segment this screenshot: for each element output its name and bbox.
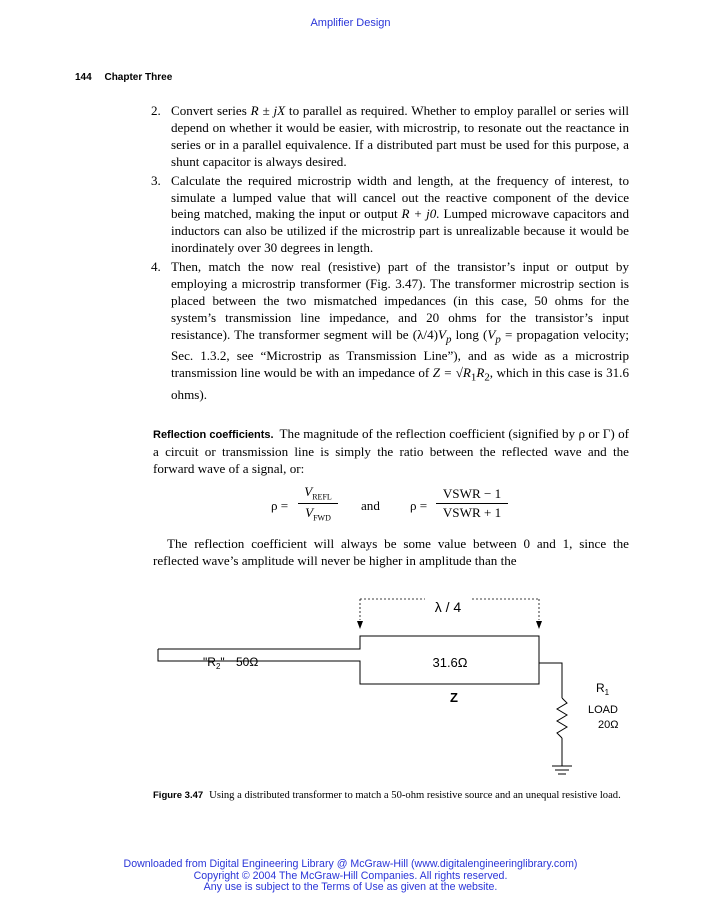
- math-symbol: V: [437, 326, 446, 342]
- footer: [0, 859, 701, 894]
- caption-text: Using a distributed transformer to match a 50-ohm resistive source and an unequal resistive load.: [209, 790, 621, 801]
- chapter-title: Chapter Three: [104, 72, 173, 83]
- numerator: VSWR − 1: [442, 486, 502, 501]
- numbered-list: [151, 103, 629, 406]
- math-expression: Z = √R: [432, 365, 471, 381]
- list-text: Convert series: [171, 103, 251, 118]
- math-symbol: V: [487, 326, 496, 342]
- footer-download-link[interactable]: Downloaded from Digital Engineering Library @ McGraw-Hill (www.digitalengineeringlibrary.com): [123, 858, 578, 870]
- denominator-subscript: FWD: [313, 513, 331, 523]
- transformer-impedance-value: 31.6Ω: [432, 655, 468, 670]
- footer-copyright: Copyright © 2004 The McGraw-Hill Companies. All rights reserved.: [193, 869, 508, 882]
- rho-symbol: ρ =: [271, 498, 289, 513]
- list-text: long (: [451, 326, 488, 342]
- list-text: Lumped microwave capacitors and inductors can also be utilized if the microstrip part is unrealizable because it would be inordinately over 30 degrees in length.: [171, 206, 630, 256]
- denominator: VSWR + 1: [442, 505, 502, 520]
- footer-terms-link[interactable]: Any use is subject to the Terms of Use as given at the website.: [203, 881, 498, 893]
- list-text: = propagation velocity; Sec. 1.3.2, see “Microstrip as Transmission Line”), and as wide as a microstrip transmission line would be with an impedance of: [171, 326, 630, 381]
- fraction-vrefl-vfwd: [298, 484, 338, 522]
- math-expression: (λ/4): [412, 326, 438, 342]
- math-expression: R + j0.: [401, 206, 440, 222]
- load-label: LOAD: [588, 704, 618, 716]
- fraction-bar: [298, 503, 338, 504]
- figure-label: Figure 3.47: [153, 790, 204, 801]
- numerator-subscript: REFL: [312, 492, 332, 502]
- math-subscript: p: [495, 333, 501, 346]
- running-head: [75, 72, 172, 83]
- load-wire: [539, 663, 562, 698]
- and-word: and: [361, 498, 380, 513]
- list-text: , which in this case is 31.6 ohms).: [171, 365, 629, 402]
- rho-symbol: ρ =: [410, 498, 428, 513]
- section-heading: Reflection coefficients.: [153, 429, 274, 441]
- list-number: 2.: [151, 103, 161, 118]
- list-item: [151, 259, 629, 403]
- math-expression: R ± jX: [250, 103, 286, 118]
- math-subscript: 1: [470, 371, 477, 384]
- resistor-icon: [557, 698, 567, 738]
- load-impedance-value: 20Ω: [598, 719, 619, 731]
- list-item: [151, 173, 629, 258]
- denominator: V: [305, 504, 314, 520]
- reflection-equation: [0, 484, 701, 530]
- r1-label: $R_1$: [596, 681, 610, 697]
- reflection-paragraph: [153, 426, 629, 478]
- arrow-down-icon: [357, 621, 363, 629]
- list-text: Then, match the now real (resistive) part of the transistor’s input or output by employing a microstrip transformer (Fig. 3.47). The transformer microstrip section is placed between the two mismatched impedances (in this case, 50 ohms for the system’s transmission line impedance, and 20 ohms for the transistor’s input resistance). The transformer segment will be: [171, 259, 629, 342]
- source-impedance-value: 50Ω: [236, 655, 259, 669]
- book-title: Amplifier Design: [310, 17, 391, 29]
- list-text: to parallel as required. Whether to employ parallel or series will depend on whether it would be easier, with microstrip, to resonate out the reactance in series or in a parallel equivalence. If a distributed part must be used for this purpose, a shunt capacitor is always desired.: [171, 103, 629, 169]
- paragraph-continued: The reflection coefficient will always be some value between 0 and 1, since the reflected wave’s amplitude will never be higher in amplitude than the: [153, 536, 629, 568]
- ground-icon: [552, 766, 572, 774]
- list-number: 4.: [151, 259, 161, 275]
- math-subscript: p: [445, 333, 452, 346]
- page-number: 144: [75, 72, 92, 83]
- numerator: V: [304, 484, 313, 499]
- list-item: [151, 103, 629, 171]
- paragraph-text: The magnitude of the reflection coefficient (signified by ρ or Γ) of a circuit or transmission line is simply the ratio between the reflected wave and the forward wave of a signal, or:: [153, 426, 629, 476]
- r2-label: "$R_2$": [203, 655, 225, 671]
- math-symbol: R: [476, 365, 485, 381]
- list-number: 3.: [151, 172, 161, 188]
- lambda-quarter-label: λ / 4: [434, 599, 462, 615]
- z-label: Z: [450, 690, 458, 705]
- list-text: Calculate the required microstrip width and length, at the frequency of interest, to simulate a lumped value that will cancel out the reactive component of the device being matched, making the input or output: [171, 172, 629, 222]
- fraction-bar: [436, 503, 508, 504]
- figure-3-47-diagram: [0, 588, 701, 788]
- arrow-down-icon: [536, 621, 542, 629]
- figure-caption: [153, 790, 629, 803]
- math-subscript: 2: [484, 371, 490, 384]
- fraction-vswr: [436, 486, 508, 521]
